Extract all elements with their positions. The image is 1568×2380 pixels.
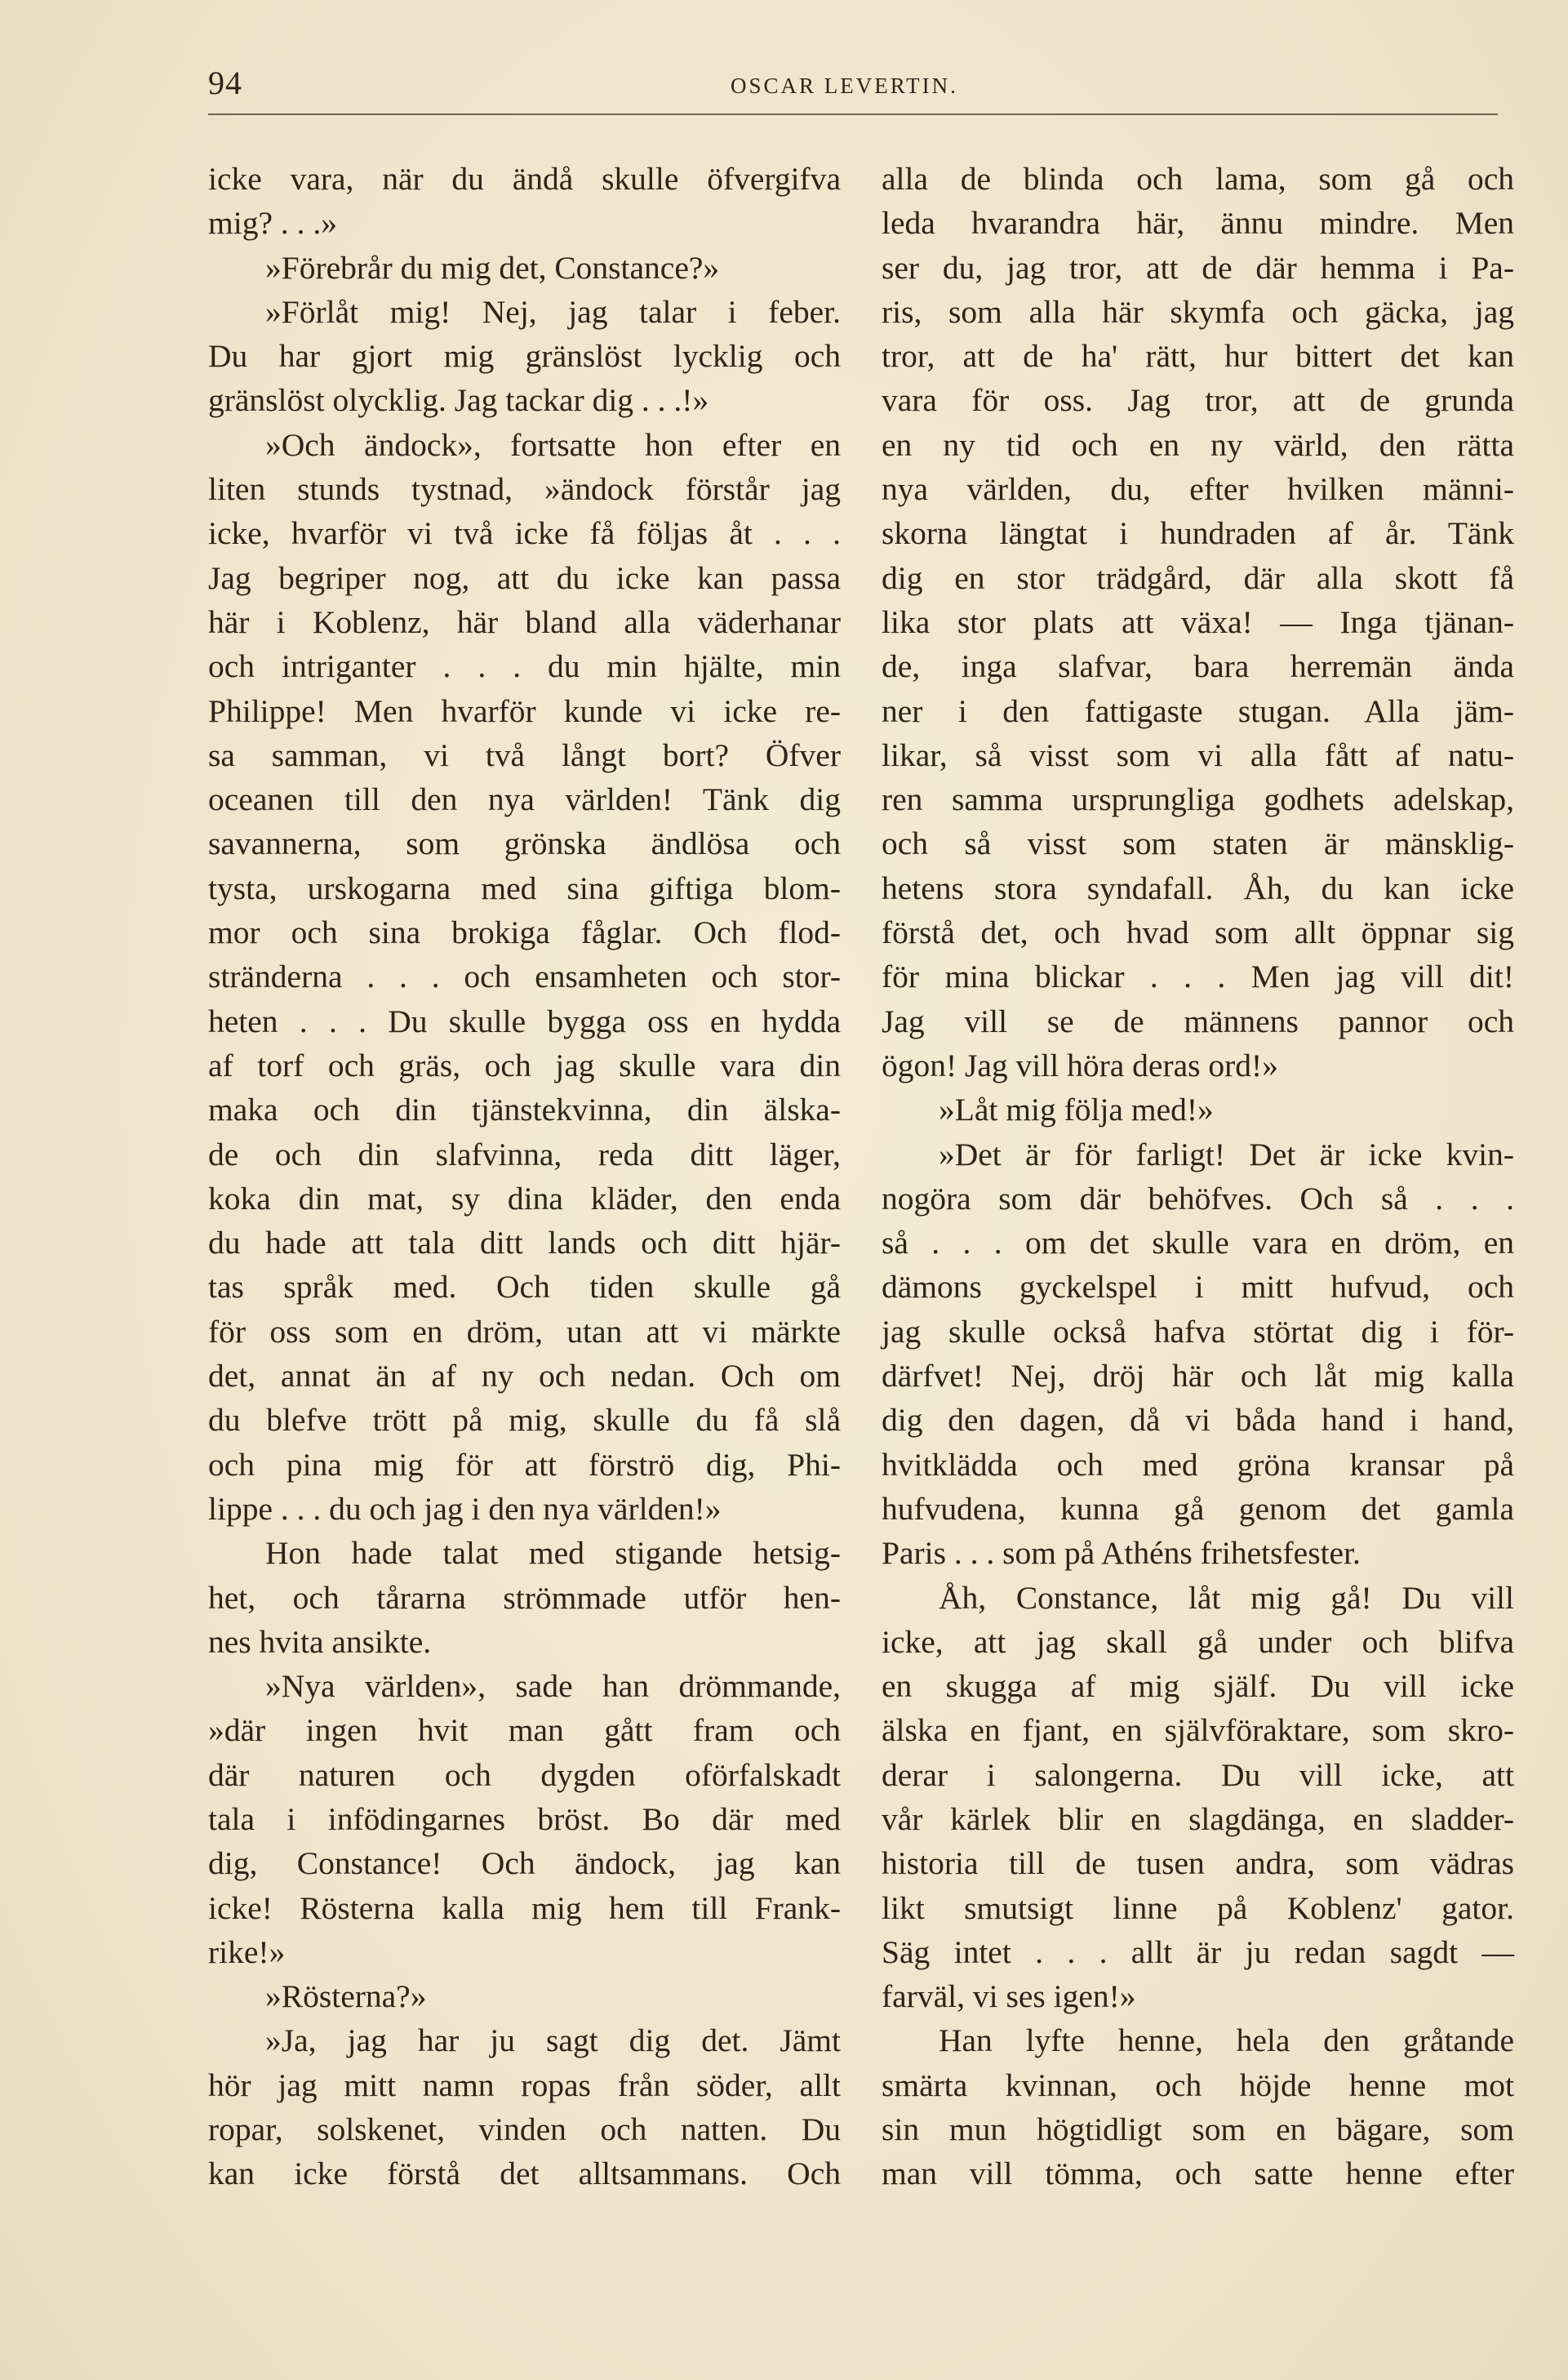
text-line: jag skulle också hafva störtat dig i för- [882,1313,1514,1350]
text-line: tala i infödingarnes bröst. Bo där med [208,1800,841,1837]
text-line: »Rösterna?» [265,1978,427,2015]
text-line: dig en stor trädgård, där alla skott få [882,559,1514,596]
text-line: ner i den fattigaste stugan. Alla jäm- [882,692,1514,729]
text-line: en skugga af mig själf. Du vill icke [882,1668,1514,1705]
text-line: de, inga slafvar, bara herremän ända [882,648,1514,685]
text-line: gränslöst olycklig. Jag tackar dig . . .!» [208,382,709,419]
text-line: för mina blickar . . . Men jag vill dit! [882,959,1514,995]
text-line: liten stunds tystnad, »ändock förstår jag [208,471,841,508]
text-line: lika stor plats att växa! — Inga tjänan- [882,603,1514,640]
text-line: Hon hade talat med stigande hetsig- [265,1535,841,1572]
right-text-column [882,157,1514,2196]
text-line: där naturen och dygden oförfalskadt [208,1756,841,1793]
text-line: »Ja, jag har ju sagt dig det. Jämt [265,2022,841,2059]
text-line: icke vara, när du ändå skulle öfvergifva [208,161,841,197]
text-line: en ny tid och en ny värld, den rätta [882,426,1514,463]
text-line: för oss som en dröm, utan att vi märkte [208,1313,841,1350]
text-line: mig? . . .» [208,205,337,242]
text-line: dig, Constance! Och ändock, jag kan [208,1845,841,1882]
text-line: koka din mat, sy dina kläder, den enda [208,1180,841,1217]
header-rule [208,113,1498,115]
text-line: ropar, solskenet, vinden och natten. Du [208,2111,841,2148]
text-line: nes hvita ansikte. [208,1623,432,1660]
text-line: mor och sina brokiga fåglar. Och flod- [208,914,841,951]
text-line: älska en fjant, en självföraktare, som skro- [882,1712,1514,1749]
text-line: tysta, urskogarna med sina giftiga blom- [208,870,841,906]
text-line: oceanen till den nya världen! Tänk dig [208,781,841,818]
page-number: 94 [208,65,242,101]
text-line: farväl, vi ses igen!» [882,1978,1136,2015]
text-line: maka och din tjänstekvinna, din älska- [208,1092,841,1128]
text-line: Paris . . . som på Athéns frihetsfester. [882,1535,1361,1572]
text-line: »Nya världen», sade han drömmande, [265,1668,841,1705]
text-line: sa samman, vi två långt bort? Öfver [208,736,841,773]
text-line: smärta kvinnan, och höjde henne mot [882,2066,1514,2103]
text-line: hetens stora syndafall. Åh, du kan icke [882,870,1514,906]
text-line: här i Koblenz, här bland alla väderhanar [208,603,841,640]
text-line: sin mun högtidligt som en bägare, som [882,2111,1514,2148]
text-line: »där ingen hvit man gått fram och [208,1712,841,1749]
text-line: förstå det, och hvad som allt öppnar sig [882,914,1514,951]
left-text-column [208,157,841,2196]
text-line: het, och tårarna strömmade utför hen- [208,1579,841,1616]
text-line: och pina mig för att förströ dig, Phi- [208,1446,841,1483]
text-line: likar, så visst som vi alla fått af natu- [882,736,1514,773]
text-line: rike!» [208,1933,286,1970]
text-line: »Låt mig följa med!» [939,1092,1214,1128]
page-header [208,64,1498,113]
text-line: vår kärlek blir en slagdänga, en sladder- [882,1800,1514,1837]
text-line: ris, som alla här skymfa och gäcka, jag [882,293,1514,330]
text-line: historia till de tusen andra, som vädras [882,1845,1514,1882]
text-line: hvitklädda och med gröna kransar på [882,1446,1514,1483]
text-line: man vill tömma, och satte henne efter [882,2155,1514,2192]
text-line: icke, att jag skall gå under och blifva [882,1623,1514,1660]
text-line: »Förlåt mig! Nej, jag talar i feber. [265,293,841,330]
text-line: du blefve trött på mig, skulle du få slå [208,1402,841,1439]
text-line: du hade att tala ditt lands och ditt hjär- [208,1225,841,1261]
text-line: nogöra som där behöfves. Och så . . . [882,1180,1514,1217]
text-line: savannerna, som grönska ändlösa och [208,825,841,862]
text-line: »Det är för farligt! Det är icke kvin- [939,1136,1514,1172]
text-line: tas språk med. Och tiden skulle gå [208,1269,841,1306]
text-line: lippe . . . du och jag i den nya världen!» [208,1490,722,1527]
text-line: och intriganter . . . du min hjälte, min [208,648,841,685]
text-line: Du har gjort mig gränslöst lycklig och [208,338,841,375]
text-line: skorna längtat i hundraden af år. Tänk [882,515,1514,552]
text-line: Jag begriper nog, att du icke kan passa [208,559,841,596]
text-line: icke, hvarför vi två icke få följas åt . . . [208,515,841,552]
text-line: och så visst som staten är mänsklig- [882,825,1514,862]
text-line: ren samma ursprungliga godhets adelskap, [882,781,1514,818]
text-line: så . . . om det skulle vara en dröm, en [882,1225,1514,1261]
text-line: heten . . . Du skulle bygga oss en hydda [208,1003,841,1039]
text-line: dämons gyckelspel i mitt hufvud, och [882,1269,1514,1306]
text-line: hör jag mitt namn ropas från söder, allt [208,2066,841,2103]
text-line: derar i salongerna. Du vill icke, att [882,1756,1514,1793]
text-line: nya världen, du, efter hvilken männi- [882,471,1514,508]
text-line: Säg intet . . . allt är ju redan sagdt — [882,1933,1514,1970]
text-line: det, annat än af ny och nedan. Och om [208,1358,841,1395]
text-line: alla de blinda och lama, som gå och [882,161,1514,197]
text-line: hufvudena, kunna gå genom det gamla [882,1490,1514,1527]
text-line: tror, att de ha' rätt, hur bittert det kan [882,338,1514,375]
text-line: vara för oss. Jag tror, att de grunda [882,382,1514,419]
text-line: likt smutsigt linne på Koblenz' gator. [882,1889,1514,1926]
text-line: »Förebrår du mig det, Constance?» [265,249,720,286]
text-line: de och din slafvinna, reda ditt läger, [208,1136,841,1172]
text-line: stränderna . . . och ensamheten och stor- [208,959,841,995]
text-line: icke! Rösterna kalla mig hem till Frank- [208,1889,841,1926]
text-line: Philippe! Men hvarför kunde vi icke re- [208,692,841,729]
text-line: därfvet! Nej, dröj här och låt mig kalla [882,1358,1514,1395]
text-line: »Och ändock», fortsatte hon efter en [265,426,841,463]
text-line: ser du, jag tror, att de där hemma i Pa- [882,249,1514,286]
running-head: OSCAR LEVERTIN. [731,73,958,98]
text-line: ögon! Jag vill höra deras ord!» [882,1047,1278,1083]
text-line: leda hvarandra här, ännu mindre. Men [882,205,1514,242]
text-line: af torf och gräs, och jag skulle vara din [208,1047,841,1083]
text-line: Åh, Constance, låt mig gå! Du vill [939,1579,1514,1616]
text-line: Jag vill se de männens pannor och [882,1003,1514,1039]
text-line: Han lyfte henne, hela den gråtande [939,2022,1514,2059]
text-line: dig den dagen, då vi båda hand i hand, [882,1402,1514,1439]
text-line: kan icke förstå det alltsammans. Och [208,2155,841,2192]
